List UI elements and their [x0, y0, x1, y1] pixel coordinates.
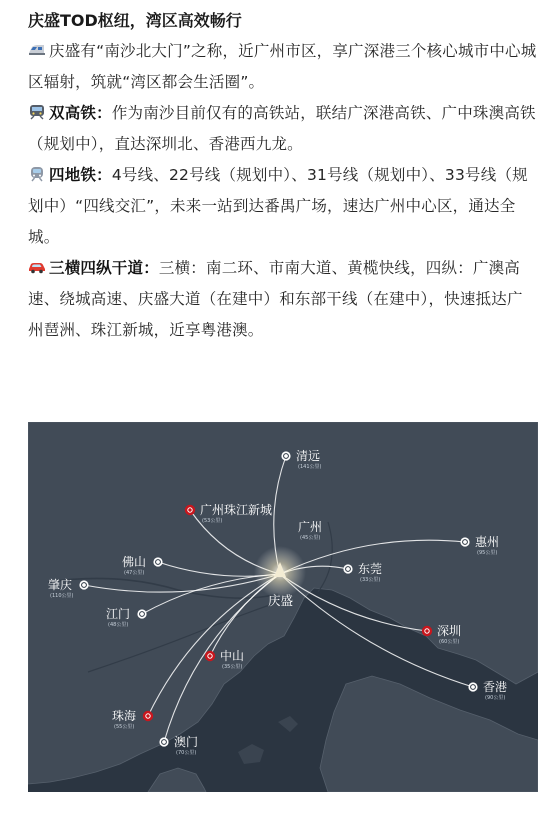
- city-name-label: 澳门: [174, 735, 199, 749]
- metro-icon: [28, 166, 46, 182]
- city-name-label: 惠州: [475, 535, 500, 549]
- section-high-speed-rail: [28, 98, 538, 160]
- rail-station-marker: [185, 505, 195, 515]
- location-map: [28, 422, 538, 792]
- city-distance-label: (70公里): [176, 750, 197, 756]
- car-icon: [28, 259, 46, 275]
- hub-label: 庆盛: [268, 593, 294, 608]
- section-roads: [28, 253, 538, 346]
- city-distance-label: (48公里): [108, 622, 129, 628]
- city-name-label: 中山: [220, 649, 245, 663]
- city-marker: [137, 609, 146, 618]
- city-marker: [343, 564, 352, 573]
- city-name-label: 香港: [483, 680, 508, 694]
- city-name-label: 清远: [296, 449, 321, 463]
- intro-text: 庆盛有“南沙北大门”之称，近广州市区，享广深港三个核心城市中心城区辐射，筑就“湾区都会生活圈”。: [28, 42, 537, 91]
- city-distance-label: (35公里): [222, 664, 243, 670]
- city-distance-label: (90公里): [485, 695, 506, 701]
- city-distance-label: (110公里): [50, 593, 74, 599]
- city-distance-label: (55公里): [114, 724, 135, 730]
- section-text: 作为南沙目前仅有的高铁站，联结广深港高铁、广中珠澳高铁（规划中），直达深圳北、香港西九龙。: [28, 104, 536, 153]
- section-text: 4号线、22号线（规划中）、31号线（规划中）、33号线（规划中）“四线交汇”，未来一站到达番禺广场，速达广州中心区，通达全城。: [28, 166, 528, 246]
- city-name-label: 珠海: [112, 709, 137, 723]
- city-distance-label: (33公里): [360, 577, 381, 583]
- city-distance-label: (95公里): [477, 550, 498, 556]
- city-name-label: 东莞: [358, 562, 383, 576]
- city-name-label: 深圳: [437, 624, 462, 638]
- rail-station-marker: [422, 626, 432, 636]
- section-title: 四地铁：: [49, 166, 112, 184]
- city-distance-label: (45公里): [300, 535, 321, 541]
- section-metro: [28, 160, 538, 253]
- article: [28, 6, 538, 346]
- city-name-label: 广州珠江新城: [200, 503, 273, 517]
- city-distance-label: (141公里): [298, 464, 322, 470]
- intro-paragraph: [28, 36, 538, 98]
- city-marker: [468, 682, 477, 691]
- section-title: 双高铁：: [49, 104, 112, 122]
- bullet-train-icon: [28, 104, 46, 120]
- rail-station-marker: [205, 651, 215, 661]
- rail-station-marker: [143, 711, 153, 721]
- section-title: 三横四纵干道：: [49, 259, 159, 277]
- city-name-label: 佛山: [122, 555, 147, 569]
- city-distance-label: (60公里): [439, 639, 460, 645]
- map-svg: [28, 422, 538, 792]
- city-marker: [153, 557, 162, 566]
- article-heading: 庆盛TOD枢纽，湾区高效畅行: [28, 11, 242, 30]
- city-name-label: 江门: [106, 607, 131, 621]
- city-distance-label: (53公里): [202, 518, 223, 524]
- city-name-label: 广州: [298, 520, 323, 534]
- city-marker: [159, 737, 168, 746]
- city-name-label: 肇庆: [48, 578, 73, 592]
- city-marker: [460, 537, 469, 546]
- bullet-train-icon: [28, 42, 46, 58]
- section-text: 三横：南二环、市南大道、黄榄快线，四纵：广澳高速、绕城高速、庆盛大道（在建中）和东部干线（在建中），快速抵达广州琶洲、珠江新城，近享粤港澳。: [28, 259, 523, 339]
- city-distance-label: (47公里): [124, 570, 145, 576]
- city-marker: [281, 451, 290, 460]
- city-marker: [79, 580, 88, 589]
